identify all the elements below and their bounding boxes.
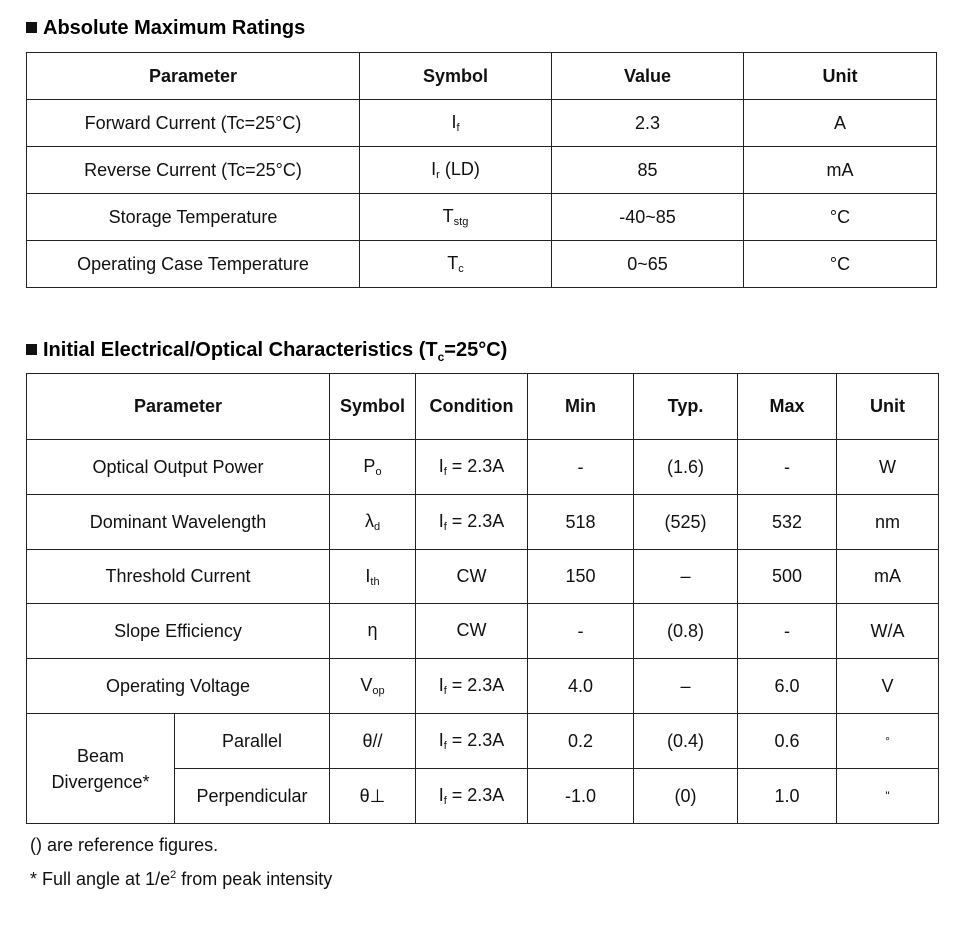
- cell-unit: A: [744, 100, 937, 147]
- header-parameter: Parameter: [27, 53, 360, 100]
- header-typ: Typ.: [634, 374, 738, 440]
- cell-unit: °C: [744, 194, 937, 241]
- cell-parameter: Operating Case Temperature: [27, 241, 360, 288]
- cell-condition: CW: [416, 550, 528, 604]
- cell-unit: V: [837, 659, 939, 714]
- cell-min: 150: [528, 550, 634, 604]
- cell-symbol: $\lambda_d$: [330, 495, 416, 550]
- cell-condition: $I_f = 2.3A$: [416, 495, 528, 550]
- cell-unit: °: [837, 714, 939, 769]
- cell-value: -40~85: [552, 194, 744, 241]
- footnote-reference: () are reference figures.: [30, 835, 219, 855]
- cell-value: 2.3: [552, 100, 744, 147]
- cell-symbol: $I_r$ (LD): [360, 147, 552, 194]
- cell-parameter: Slope Efficiency: [27, 604, 330, 659]
- header-parameter: Parameter: [27, 374, 330, 440]
- eo-header-row: [27, 374, 939, 440]
- cell-typ: (525): [634, 495, 738, 550]
- cell-max: -: [738, 604, 837, 659]
- cell-condition: $I_f = 2.3A$: [416, 769, 528, 824]
- square-bullet-icon: [26, 22, 37, 33]
- cell-sub-parameter: Perpendicular: [175, 769, 330, 824]
- cell-parameter: Reverse Current (Tc=25°C): [27, 147, 360, 194]
- cell-typ: (1.6): [634, 440, 738, 495]
- cell-value: 0~65: [552, 241, 744, 288]
- cell-symbol: $T_{stg}$: [360, 194, 552, 241]
- cell-min: 4.0: [528, 659, 634, 714]
- table-row: [27, 194, 937, 241]
- table-row: [27, 495, 939, 550]
- abs-max-header-row: [27, 53, 937, 100]
- cell-condition: $I_f = 2.3A$: [416, 440, 528, 495]
- cell-unit: W: [837, 440, 939, 495]
- cell-min: 518: [528, 495, 634, 550]
- cell-sub-parameter: Parallel: [175, 714, 330, 769]
- header-value: Value: [552, 53, 744, 100]
- header-max: Max: [738, 374, 837, 440]
- cell-condition: CW: [416, 604, 528, 659]
- beam-divergence-label: Beam Divergence*: [27, 714, 175, 824]
- abs-max-table: [26, 52, 937, 288]
- cell-typ: (0): [634, 769, 738, 824]
- header-condition: Condition: [416, 374, 528, 440]
- table-row: [27, 550, 939, 604]
- cell-unit: °C: [744, 241, 937, 288]
- cell-symbol: $T_c$: [360, 241, 552, 288]
- table-row: [27, 147, 937, 194]
- header-min: Min: [528, 374, 634, 440]
- cell-parameter: Optical Output Power: [27, 440, 330, 495]
- cell-max: -: [738, 440, 837, 495]
- cell-parameter: Threshold Current: [27, 550, 330, 604]
- cell-unit: mA: [744, 147, 937, 194]
- cell-parameter: Operating Voltage: [27, 659, 330, 714]
- cell-min: -: [528, 440, 634, 495]
- cell-symbol: η: [330, 604, 416, 659]
- header-symbol: Symbol: [330, 374, 416, 440]
- cell-min: -: [528, 604, 634, 659]
- cell-typ: –: [634, 550, 738, 604]
- cell-unit: ": [837, 769, 939, 824]
- footnote-full-angle: * Full angle at $1/e^2$ from peak intensity: [30, 869, 333, 889]
- cell-typ: –: [634, 659, 738, 714]
- cell-value: 85: [552, 147, 744, 194]
- cell-parameter: Forward Current (Tc=25°C): [27, 100, 360, 147]
- cell-unit: mA: [837, 550, 939, 604]
- table-row: [27, 100, 937, 147]
- cell-symbol: $V_{op}$: [330, 659, 416, 714]
- cell-parameter: Dominant Wavelength: [27, 495, 330, 550]
- square-bullet-icon: [26, 344, 37, 355]
- table-row: [27, 440, 939, 495]
- cell-symbol: θ⊥: [330, 769, 416, 824]
- cell-min: 0.2: [528, 714, 634, 769]
- cell-condition: $I_f = 2.3A$: [416, 714, 528, 769]
- cell-typ: (0.8): [634, 604, 738, 659]
- abs-max-heading: [26, 17, 305, 40]
- cell-unit: nm: [837, 495, 939, 550]
- header-symbol: Symbol: [360, 53, 552, 100]
- cell-symbol: $I_{th}$: [330, 550, 416, 604]
- header-unit: Unit: [837, 374, 939, 440]
- cell-unit: W/A: [837, 604, 939, 659]
- header-unit: Unit: [744, 53, 937, 100]
- cell-min: -1.0: [528, 769, 634, 824]
- table-row: [27, 659, 939, 714]
- cell-max: 6.0: [738, 659, 837, 714]
- table-row: [27, 604, 939, 659]
- cell-condition: $I_f = 2.3A$: [416, 659, 528, 714]
- cell-max: 0.6: [738, 714, 837, 769]
- cell-symbol: $I_f$: [360, 100, 552, 147]
- abs-max-heading-text: Absolute Maximum Ratings: [43, 17, 306, 39]
- cell-max: 532: [738, 495, 837, 550]
- cell-max: 500: [738, 550, 837, 604]
- table-row: [27, 714, 939, 769]
- cell-typ: (0.4): [634, 714, 738, 769]
- cell-parameter: Storage Temperature: [27, 194, 360, 241]
- table-row: [27, 241, 937, 288]
- electro-optical-table: [26, 373, 939, 824]
- cell-symbol: $P_o$: [330, 440, 416, 495]
- cell-symbol: θ//: [330, 714, 416, 769]
- cell-max: 1.0: [738, 769, 837, 824]
- electro-optical-heading: Initial Electrical/Optical Characteristics $(T_c=25^\circ C)$: [26, 339, 507, 364]
